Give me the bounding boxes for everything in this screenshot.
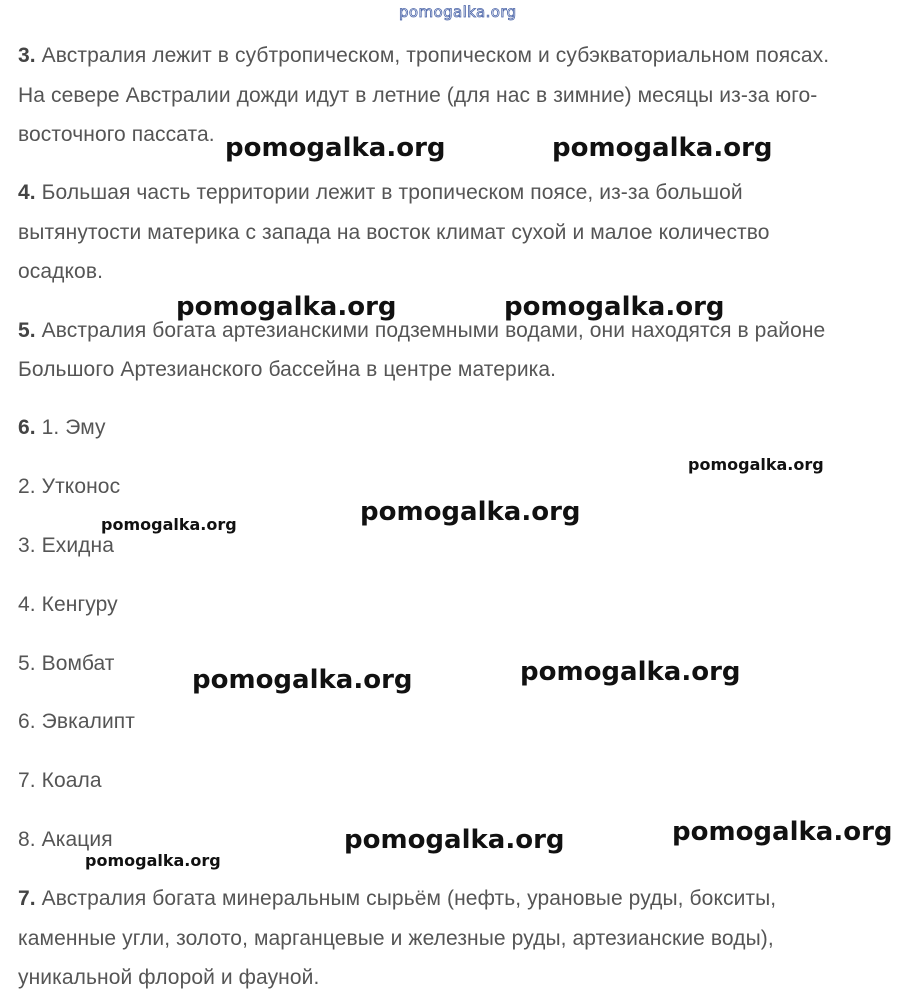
answer-5-line-2: Большого Артезианского бассейна в центре материка. bbox=[18, 358, 557, 381]
watermark: pomogalka.org bbox=[344, 825, 565, 855]
watermark: pomogalka.org bbox=[360, 497, 581, 527]
watermark: pomogalka.org bbox=[192, 665, 413, 695]
answer-7-line-2: каменные угли, золото, марганцевые и железные руды, артезианские воды), bbox=[18, 927, 774, 950]
answer-7-line-1 bbox=[18, 886, 776, 912]
answer-6-item-1 bbox=[18, 415, 106, 441]
answer-6-item-3: 3. Ехидна bbox=[18, 534, 115, 557]
answer-7-number: 7. bbox=[18, 887, 36, 910]
answer-5-number: 5. bbox=[18, 319, 36, 342]
answer-6-item-5: 5. Вомбат bbox=[18, 652, 115, 675]
answer-3-line-1 bbox=[18, 43, 829, 69]
watermark: pomogalka.org bbox=[688, 455, 824, 474]
answer-6-number: 6. bbox=[18, 416, 36, 439]
watermark: pomogalka.org bbox=[520, 657, 741, 687]
answer-4-line-1 bbox=[18, 180, 743, 206]
answer-3-line-2: На севере Австралии дожди идут в летние (для нас в зимние) месяцы из-за юго- bbox=[18, 84, 818, 107]
answer-6-item-6: 6. Эвкалипт bbox=[18, 710, 135, 733]
answer-6-item-7: 7. Коала bbox=[18, 769, 102, 792]
watermark-top: pomogalka.org bbox=[399, 3, 517, 21]
answer-6-item-4: 4. Кенгуру bbox=[18, 593, 118, 616]
answer-3-text: Австралия лежит в субтропическом, тропическом и субэкваториальном поясах. bbox=[41, 44, 830, 67]
answer-4-text: Большая часть территории лежит в тропическом поясе, из-за большой bbox=[41, 181, 743, 204]
watermark: pomogalka.org bbox=[225, 133, 446, 163]
watermark: pomogalka.org bbox=[672, 817, 893, 847]
watermark: pomogalka.org bbox=[176, 292, 397, 322]
answer-7-line-3: уникальной флорой и фауной. bbox=[18, 966, 320, 989]
answer-4-line-2: вытянутости материка с запада на восток климат сухой и малое количество bbox=[18, 221, 770, 244]
watermark: pomogalka.org bbox=[101, 515, 237, 534]
answer-6-item-2: 2. Утконос bbox=[18, 475, 121, 498]
answer-5-text: Австралия богата артезианскими подземными водами, они находятся в районе bbox=[41, 319, 826, 342]
answer-7-text: Австралия богата минеральным сырьём (нефть, урановые руды, бокситы, bbox=[41, 887, 777, 910]
watermark: pomogalka.org bbox=[85, 851, 221, 870]
answer-4-line-3: осадков. bbox=[18, 260, 104, 283]
answer-4-number: 4. bbox=[18, 181, 36, 204]
watermark: pomogalka.org bbox=[552, 133, 773, 163]
answer-6-item-text: 1. Эму bbox=[41, 416, 106, 439]
answer-6-item-8: 8. Акация bbox=[18, 828, 113, 851]
answer-3-number: 3. bbox=[18, 44, 36, 67]
watermark: pomogalka.org bbox=[504, 292, 725, 322]
answer-3-line-3: восточного пассата. bbox=[18, 123, 215, 146]
